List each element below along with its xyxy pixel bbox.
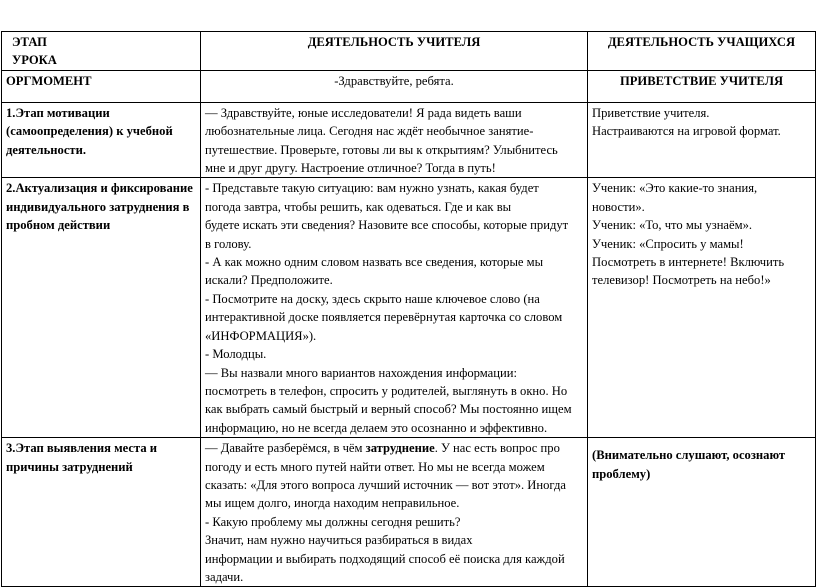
row-teacher: — Здравствуйте, юные исследователи! Я рада видеть ваши любознательные лица. Сегодня нас ждёт необычное занятие- путешествие. Проверьте, готовы ли вы к открытиям? Улыбнитесь мне и друг другу. Настроение отличное? Тогда в путь! xyxy=(201,102,588,178)
lesson-plan-table xyxy=(1,31,816,587)
row-students: (Внимательно слушают, осознают проблему) xyxy=(588,438,816,587)
row-stage: 3.Этап выявления места и причины затруднений xyxy=(2,438,201,587)
teacher-text: — Давайте разберёмся, в чём xyxy=(205,441,366,456)
header-row xyxy=(2,32,816,71)
student-line: Настраиваются на игровой формат. xyxy=(592,124,781,139)
teacher-emphasis: затруднение xyxy=(365,441,435,456)
row-students: ПРИВЕТСТВИЕ УЧИТЕЛЯ xyxy=(588,70,816,102)
header-students: ДЕЯТЕЛЬНОСТЬ УЧАЩИХСЯ xyxy=(588,32,816,71)
row-teacher: - Представьте такую ситуацию: вам нужно узнать, какая будет погода завтра, чтобы решить, как одеваться. Где и как вы будете искать эти сведения? Назовите все способы, которые придут в голову. - А как можно одним словом назвать все сведения, которые мы искали? Предположите. - Посмотрите на доску, здесь скрыто наше ключевое слово (на интерактивной доске появляется перевёрнутая карточка со словом «ИНФОРМАЦИЯ»). - Молодцы. — Вы назвали много вариантов нахождения информации: посмотреть в телефон, спросить у родителей, выглянуть в окно. Но как выбрать самый быстрый и верный способ? Мы постоянно ищем информацию, но не всегда делаем это осознанно и эффективно. xyxy=(201,178,588,438)
row-stage: 2.Актуализация и фиксирование индивидуального затруднения в пробном действии xyxy=(2,178,201,438)
header-teacher: ДЕЯТЕЛЬНОСТЬ УЧИТЕЛЯ xyxy=(201,32,588,71)
table-row xyxy=(2,438,816,587)
student-line: Ученик: «То, что мы узнаём». xyxy=(592,218,753,233)
row-teacher xyxy=(201,438,588,587)
student-line: Ученик: «Это какие-то знания, новости». xyxy=(592,181,758,214)
table-row xyxy=(2,70,816,102)
student-line: Ученик: «Спросить у мамы! Посмотреть в интернете! Включить телевизор! Посмотреть на небо!» xyxy=(592,236,785,288)
header-stage: ЭТАП УРОКА xyxy=(2,32,201,71)
row-stage: 1.Этап мотивации (самоопределения) к учебной деятельности. xyxy=(2,102,201,178)
row-students xyxy=(588,178,816,438)
table-row xyxy=(2,178,816,438)
teacher-text: . У нас есть вопрос про погоду и есть много путей найти ответ. Но мы не всегда можем сказать: «Для этого вопроса лучший источник — вот этот». Иногда мы ищем долго, иногда находим неправильное. - Какую проблему мы должны сегодня решить? Значит, нам нужно научиться разбираться в видах информации и выбирать подходящий способ её поиска для каждой задачи. xyxy=(205,441,566,584)
row-students xyxy=(588,102,816,178)
row-stage: ОРГМОМЕНТ xyxy=(2,70,201,102)
row-teacher: -Здравствуйте, ребята. xyxy=(201,70,588,102)
student-line: Приветствие учителя. xyxy=(592,105,710,120)
table-row xyxy=(2,102,816,178)
